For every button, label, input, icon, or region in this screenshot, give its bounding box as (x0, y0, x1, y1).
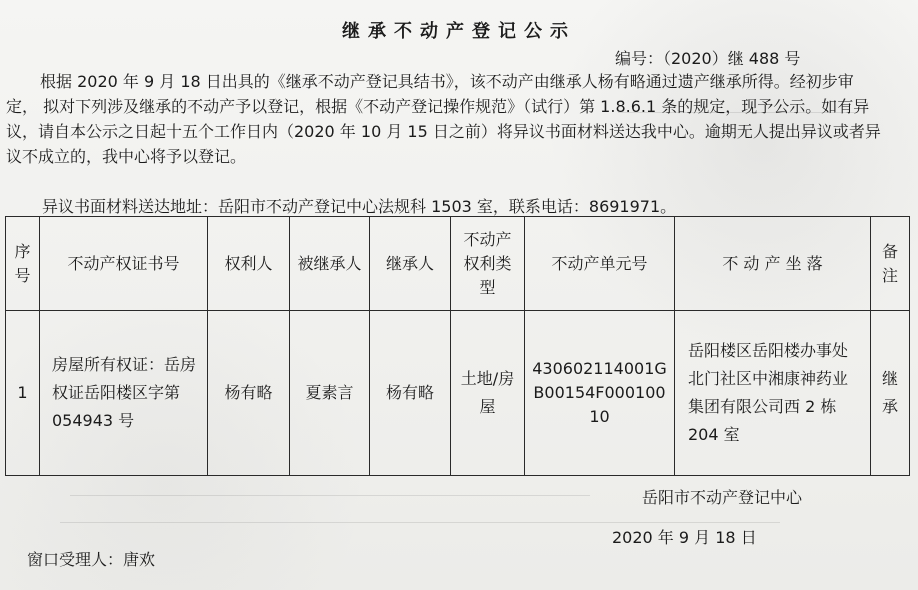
property-registration-table (5, 216, 910, 476)
right-type-cell: 土地/房屋 (451, 311, 525, 476)
notice-title: 继承不动产登记公示 (342, 21, 576, 42)
scan-noise-line (60, 522, 780, 523)
notice-paragraph: 根据 2020 年 9 月 18 日出具的《继承不动产登记具结书》，该不动产由继承人杨有略通过遗产继承所得。经初步审定， 拟对下列涉及继承的不动产予以登记，根据《不动产登记操作规范》（试行）第 1.8.6.1 条的规定，现予公示。如有异议，请自本公示之日起十五个工作日内（2020 年 10 月 15 日之前）将异议书面材料送达我中心。逾期无人提出异议或者异议不成立的，我中心将予以登记。 (6, 72, 881, 166)
header-right-holder: 权利人 (208, 217, 290, 311)
issuing-office: 岳阳市不动产登记中心 (642, 488, 803, 507)
table-row (6, 311, 910, 476)
objection-address: 异议书面材料送达地址：岳阳市不动产登记中心法规科 1503 室，联系电话：8691971。 (42, 197, 677, 216)
header-heir: 继承人 (370, 217, 451, 311)
table-header-row (6, 217, 910, 311)
right-holder-cell: 杨有略 (208, 311, 290, 476)
header-remarks: 备注 (871, 217, 910, 311)
remarks-cell: 继承 (871, 311, 910, 476)
unit-number-cell: 430602114001GB00154F00010010 (525, 311, 675, 476)
header-right-type: 不动产权利类型 (451, 217, 525, 311)
document-number: 编号：（2020）继 488 号 (615, 49, 801, 68)
header-decedent: 被继承人 (290, 217, 370, 311)
location-cell: 岳阳楼区岳阳楼办事处北门社区中湘康神药业集团有限公司西 2 栋 204 室 (675, 311, 871, 476)
header-location: 不 动 产 坐 落 (675, 217, 871, 311)
header-index: 序号 (6, 217, 40, 311)
scan-noise-line (70, 495, 590, 496)
window-clerk: 窗口受理人：唐欢 (27, 550, 156, 569)
issue-date: 2020 年 9 月 18 日 (612, 528, 757, 547)
certificate-number-cell: 房屋所有权证：岳房权证岳阳楼区字第 054943 号 (40, 311, 208, 476)
row-index: 1 (6, 311, 40, 476)
heir-cell: 杨有略 (370, 311, 451, 476)
decedent-cell: 夏素言 (290, 311, 370, 476)
header-unit-number: 不动产单元号 (525, 217, 675, 311)
header-certificate-number: 不动产权证书号 (40, 217, 208, 311)
